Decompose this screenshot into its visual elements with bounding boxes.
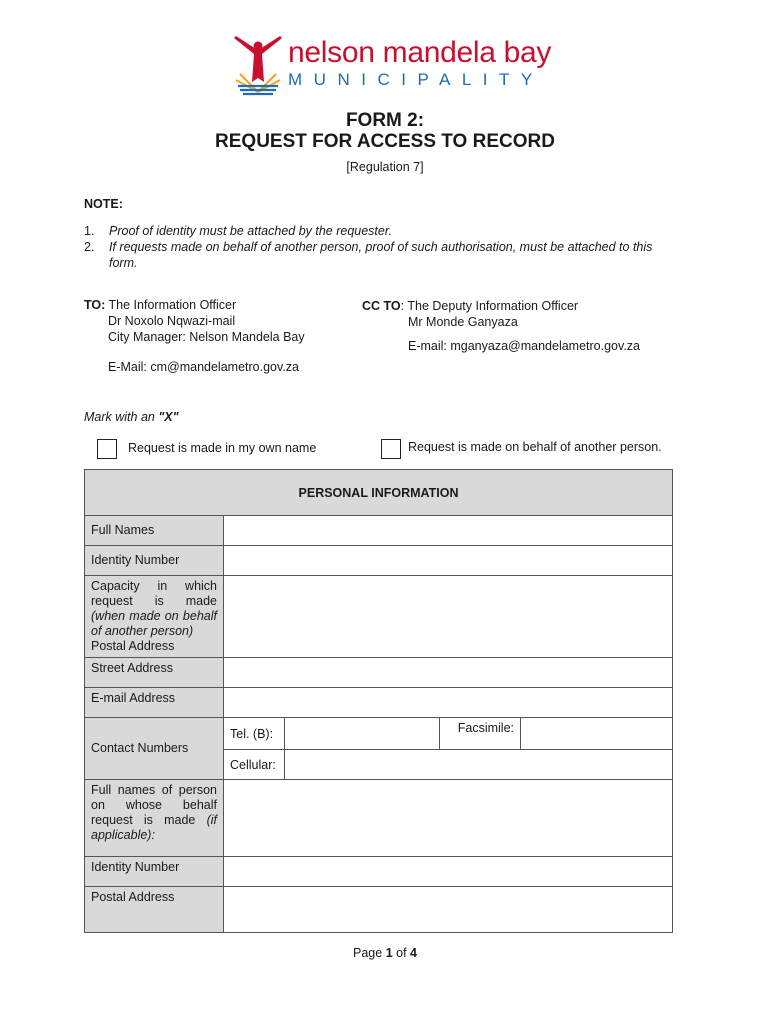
note-number: 1. [84,224,95,238]
note-number: 2. [84,240,95,254]
email-address-label: E-mail Address [85,688,224,718]
mark-symbol: "X" [158,410,179,424]
note-text: Proof of identity must be attached by the requester. [109,224,393,238]
mark-instruction [84,410,179,424]
facsimile-label: Facsimile: [440,718,521,750]
capacity-line: request is made [91,594,217,608]
behalf-person-field[interactable] [224,780,673,857]
to-email: E-Mail: cm@mandelametro.gov.za [108,360,299,374]
behalf-line: applicable): [91,828,155,842]
capacity-label [85,576,224,658]
figure-sunburst-icon [230,34,286,98]
cc-block [362,298,640,354]
behalf-line: on whose behalf [91,798,217,812]
recipient-block [84,297,305,375]
to-title: The Information Officer [108,298,237,312]
behalf-line: Full names of person [91,783,217,797]
cc-name: Mr Monde Ganyaza [408,315,518,329]
behalf-line: request is made [91,813,196,827]
to-label: TO: [84,298,106,312]
own-name-label: Request is made in my own name [128,441,317,455]
mark-prefix: Mark with an [84,410,159,424]
cc-title: : The Deputy Information Officer [400,299,579,313]
cellular-field[interactable] [285,750,673,780]
to-name: Dr Noxolo Nqwazi-mail [108,314,236,328]
logo-name: nelson mandela bay [288,36,552,69]
identity-number-field[interactable] [224,546,673,576]
regulation-reference: [Regulation 7] [346,160,424,174]
identity-number-2-label: Identity Number [85,857,224,887]
cc-label: CC TO [362,299,401,313]
capacity-line: Capacity in which [91,579,217,593]
to-position: City Manager: Nelson Mandela Bay [108,330,305,344]
behalf-person-label [85,780,224,857]
identity-number-2-field[interactable] [224,857,673,887]
street-address-label: Street Address [85,658,224,688]
note-item [84,239,684,271]
page-total: 4 [410,946,417,960]
contact-numbers-label: Contact Numbers [85,718,224,780]
capacity-line: of another person) [91,624,194,638]
capacity-line: (when made on behalf [91,609,217,623]
note-text: If requests made on behalf of another person, proof of such authorisation, must be attached to this form. [109,240,653,270]
full-names-field[interactable] [224,516,673,546]
email-address-field[interactable] [224,688,673,718]
page-number [0,946,770,960]
cellular-label: Cellular: [224,750,285,780]
postal-address-2-field[interactable] [224,887,673,933]
page-of: of [392,946,411,960]
section-header: PERSONAL INFORMATION [85,470,673,516]
behalf-line: (if [206,813,217,827]
municipality-logo [230,34,552,98]
cc-email: E-mail: mganyaza@mandelametro.gov.za [408,339,641,353]
note-list [84,223,684,271]
page-prefix: Page [353,946,386,960]
facsimile-field[interactable] [521,718,673,750]
form-title: REQUEST FOR ACCESS TO RECORD [215,131,555,152]
postal-address-label: Postal Address [91,639,175,653]
behalf-checkbox[interactable] [381,439,401,459]
note-item [84,223,684,239]
full-names-label: Full Names [85,516,224,546]
postal-address-2-label: Postal Address [85,887,224,933]
tel-label: Tel. (B): [224,718,285,750]
behalf-label: Request is made on behalf of another person. [408,440,662,454]
own-name-checkbox[interactable] [97,439,117,459]
logo-subtitle: MUNICIPALITY [288,70,544,89]
street-address-field[interactable] [224,658,673,688]
capacity-postal-field[interactable] [224,576,673,658]
form-number: FORM 2: [345,110,425,131]
page-current: 1 [385,946,393,960]
personal-information-table [84,469,673,933]
identity-number-label: Identity Number [85,546,224,576]
note-heading: NOTE: [84,197,123,211]
tel-field[interactable] [285,718,440,750]
